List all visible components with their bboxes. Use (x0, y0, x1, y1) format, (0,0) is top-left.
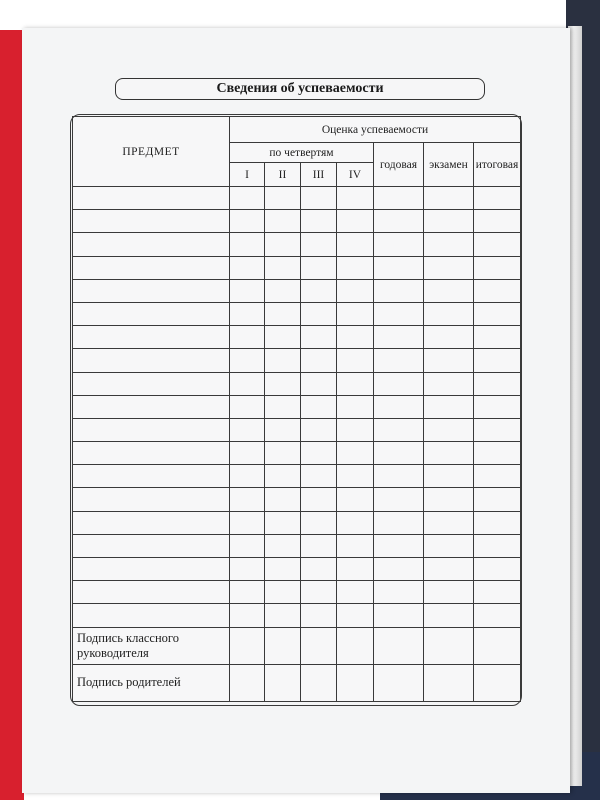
grade-cell (265, 326, 301, 349)
grade-cell (337, 488, 374, 511)
grade-cell (230, 233, 265, 256)
table-row (73, 302, 521, 325)
grade-cell (374, 279, 424, 302)
grade-cell (337, 558, 374, 581)
grade-cell (230, 187, 265, 210)
table-row (73, 187, 521, 210)
grade-cell (474, 256, 521, 279)
grade-cell (301, 534, 337, 557)
grade-cell (374, 488, 424, 511)
grade-cell (337, 210, 374, 233)
grade-cell (230, 210, 265, 233)
table-row (73, 604, 521, 627)
grade-cell (374, 534, 424, 557)
grade-cell (337, 395, 374, 418)
grade-cell (374, 372, 424, 395)
signature-row (73, 664, 521, 701)
grade-cell (474, 395, 521, 418)
grade-cell (337, 511, 374, 534)
quarter-3-header: III (301, 163, 337, 187)
grade-cell (265, 372, 301, 395)
grade-cell (230, 372, 265, 395)
signature-cell (230, 627, 265, 664)
grade-cell (337, 581, 374, 604)
grade-cell (374, 442, 424, 465)
table-row (73, 349, 521, 372)
grade-cell (424, 395, 474, 418)
table-row (73, 465, 521, 488)
class-teacher-signature-label: Подпись классного руководителя (73, 627, 230, 664)
grade-cell (301, 256, 337, 279)
signature-cell (424, 664, 474, 701)
subject-cell (73, 187, 230, 210)
grade-cell (230, 279, 265, 302)
grade-cell (374, 604, 424, 627)
grade-cell (337, 534, 374, 557)
table-row (73, 372, 521, 395)
final-header: итоговая (474, 143, 521, 187)
subject-cell (73, 326, 230, 349)
grade-cell (374, 210, 424, 233)
grade-cell (301, 418, 337, 441)
grade-cell (337, 465, 374, 488)
subject-cell (73, 534, 230, 557)
grade-cell (265, 511, 301, 534)
grade-cell (265, 418, 301, 441)
grade-cell (230, 488, 265, 511)
grade-cell (265, 256, 301, 279)
grade-cell (474, 488, 521, 511)
grade-cell (424, 488, 474, 511)
grade-cell (301, 465, 337, 488)
grade-cell (337, 349, 374, 372)
grade-cell (474, 372, 521, 395)
grade-cell (301, 187, 337, 210)
quarter-4-header: IV (337, 163, 374, 187)
grade-cell (301, 210, 337, 233)
subject-cell (73, 442, 230, 465)
subject-cell (73, 256, 230, 279)
grade-cell (230, 465, 265, 488)
grade-cell (474, 326, 521, 349)
grade-cell (374, 256, 424, 279)
grade-cell (474, 233, 521, 256)
grade-cell (301, 349, 337, 372)
grade-cell (474, 418, 521, 441)
grade-cell (265, 233, 301, 256)
signature-cell (374, 627, 424, 664)
signature-cell (474, 627, 521, 664)
grade-cell (374, 233, 424, 256)
grade-cell (230, 349, 265, 372)
grade-cell (265, 558, 301, 581)
grade-cell (265, 187, 301, 210)
grade-cell (424, 210, 474, 233)
grade-cell (301, 326, 337, 349)
grades-table (72, 116, 521, 702)
grade-cell (230, 581, 265, 604)
grade-cell (374, 418, 424, 441)
grade-cell (374, 302, 424, 325)
exam-header: экзамен (424, 143, 474, 187)
grade-cell (474, 465, 521, 488)
table-row (73, 326, 521, 349)
signature-cell (474, 664, 521, 701)
table-row (73, 395, 521, 418)
signature-cell (424, 627, 474, 664)
signature-cell (265, 664, 301, 701)
grade-cell (301, 372, 337, 395)
grade-cell (337, 372, 374, 395)
grade-cell (265, 302, 301, 325)
grade-cell (230, 302, 265, 325)
grade-cell (337, 187, 374, 210)
table-row (73, 418, 521, 441)
grade-cell (337, 418, 374, 441)
grade-cell (424, 558, 474, 581)
grade-cell (424, 604, 474, 627)
grade-cell (474, 511, 521, 534)
grade-cell (230, 256, 265, 279)
grade-cell (424, 256, 474, 279)
grade-cell (474, 187, 521, 210)
subject-cell (73, 349, 230, 372)
table-row (73, 279, 521, 302)
subject-cell (73, 233, 230, 256)
grade-cell (337, 326, 374, 349)
grade-cell (301, 558, 337, 581)
grade-cell (424, 233, 474, 256)
grade-cell (474, 279, 521, 302)
grade-cell (265, 604, 301, 627)
grade-cell (265, 534, 301, 557)
grade-cell (424, 465, 474, 488)
grade-cell (374, 326, 424, 349)
notebook-cover-left (0, 30, 24, 800)
grade-cell (230, 534, 265, 557)
page-title: Сведения об успеваемости (115, 78, 485, 100)
subject-cell (73, 511, 230, 534)
signature-cell (265, 627, 301, 664)
grade-cell (424, 302, 474, 325)
grade-cell (337, 302, 374, 325)
grade-cell (301, 395, 337, 418)
quarter-1-header: I (230, 163, 265, 187)
grade-cell (474, 302, 521, 325)
grade-cell (337, 604, 374, 627)
subject-cell (73, 604, 230, 627)
grade-cell (230, 418, 265, 441)
table-row (73, 442, 521, 465)
table-row (73, 488, 521, 511)
grade-cell (424, 349, 474, 372)
grade-cell (424, 511, 474, 534)
grade-cell (230, 326, 265, 349)
parents-signature-label: Подпись родителей (73, 664, 230, 701)
grade-cell (374, 395, 424, 418)
grade-cell (474, 604, 521, 627)
subject-cell (73, 210, 230, 233)
subject-cell (73, 302, 230, 325)
signature-cell (337, 664, 374, 701)
subject-cell (73, 372, 230, 395)
subject-cell (73, 279, 230, 302)
grade-cell (230, 604, 265, 627)
grade-cell (474, 349, 521, 372)
grade-cell (474, 210, 521, 233)
table-row (73, 210, 521, 233)
table-row (73, 256, 521, 279)
grade-cell (374, 581, 424, 604)
grade-cell (265, 349, 301, 372)
grade-cell (374, 349, 424, 372)
grade-cell (301, 279, 337, 302)
grade-header: Оценка успеваемости (230, 117, 521, 143)
grade-cell (265, 279, 301, 302)
page-stack-edge (568, 26, 582, 786)
quarter-2-header: II (265, 163, 301, 187)
grade-cell (424, 187, 474, 210)
signature-cell (374, 664, 424, 701)
table-row (73, 534, 521, 557)
grade-cell (265, 395, 301, 418)
table-row (73, 558, 521, 581)
grade-cell (337, 442, 374, 465)
grade-cell (265, 465, 301, 488)
signature-cell (230, 664, 265, 701)
grade-cell (374, 465, 424, 488)
table-row (73, 233, 521, 256)
grade-cell (424, 279, 474, 302)
grade-cell (374, 558, 424, 581)
signature-row (73, 627, 521, 664)
grade-cell (265, 442, 301, 465)
grade-cell (374, 511, 424, 534)
grade-cell (301, 488, 337, 511)
subject-cell (73, 558, 230, 581)
grade-cell (424, 418, 474, 441)
grade-cell (474, 534, 521, 557)
grade-cell (301, 604, 337, 627)
grade-cell (424, 534, 474, 557)
grade-cell (265, 488, 301, 511)
quarters-header: по четвертям (230, 143, 374, 163)
grade-cell (301, 511, 337, 534)
signature-cell (301, 664, 337, 701)
grade-cell (265, 581, 301, 604)
grade-cell (230, 395, 265, 418)
table-row (73, 581, 521, 604)
subject-header: ПРЕДМЕТ (73, 117, 230, 187)
signature-cell (301, 627, 337, 664)
grade-cell (301, 302, 337, 325)
grade-cell (301, 581, 337, 604)
table-row (73, 511, 521, 534)
grade-cell (474, 442, 521, 465)
subject-cell (73, 418, 230, 441)
grade-cell (301, 233, 337, 256)
grade-cell (337, 279, 374, 302)
signature-cell (337, 627, 374, 664)
subject-cell (73, 488, 230, 511)
grade-cell (230, 511, 265, 534)
annual-header: годовая (374, 143, 424, 187)
grade-cell (424, 372, 474, 395)
subject-cell (73, 395, 230, 418)
grade-cell (474, 558, 521, 581)
grade-cell (374, 187, 424, 210)
grade-cell (230, 558, 265, 581)
subject-cell (73, 465, 230, 488)
grade-cell (424, 442, 474, 465)
grade-cell (474, 581, 521, 604)
grade-cell (301, 442, 337, 465)
grade-cell (265, 210, 301, 233)
grade-cell (230, 442, 265, 465)
grade-cell (337, 233, 374, 256)
grade-cell (337, 256, 374, 279)
grade-cell (424, 326, 474, 349)
grade-cell (424, 581, 474, 604)
subject-cell (73, 581, 230, 604)
